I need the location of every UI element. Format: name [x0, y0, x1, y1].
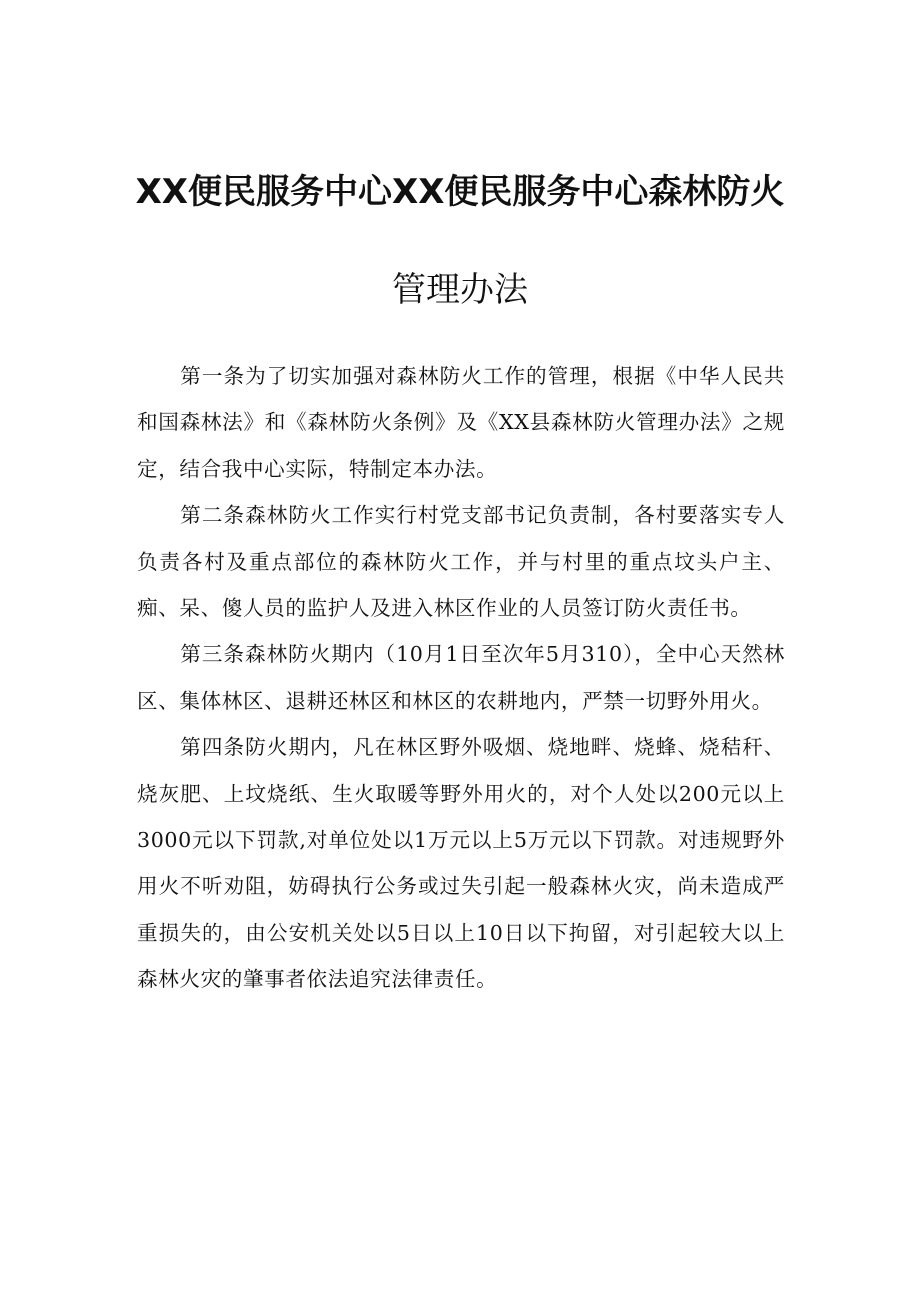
article-1-paragraph: 第一条为了切实加强对森林防火工作的管理，根据《中华人民共和国森林法》和《森林防火条例》及《XX县森林防火管理办法》之规定，结合我中心实际，特制定本办法。 [137, 364, 785, 481]
article-4-paragraph: 第四条防火期内，凡在林区野外吸烟、烧地畔、烧蜂、烧秸秆、烧灰肥、上坟烧纸、生火取暖等野外用火的，对个人处以200元以上3000元以下罚款,对单位处以1万元以上5万元以下罚款。对违规野外用火不听劝阻，妨碍执行公务或过失引起一般森林火灾，尚未造成严重损失的，由公安机关处以5日以上10日以下拘留，对引起较大以上森林火灾的肇事者依法追究法律责任。 [137, 735, 785, 992]
document-title-line-1: XX便民服务中心XX便民服务中心森林防火 [135, 172, 785, 212]
article-3-paragraph: 第三条森林防火期内（10月1日至次年5月310），全中心天然林区、集体林区、退耕还林区和林区的农耕地内，严禁一切野外用火。 [137, 642, 785, 713]
document-title-line-2: 管理办法 [392, 270, 528, 310]
article-2-paragraph: 第二条森林防火工作实行村党支部书记负责制，各村要落实专人负责各村及重点部位的森林防火工作，并与村里的重点坟头户主、痴、呆、傻人员的监护人及进入林区作业的人员签订防火责任书。 [137, 503, 785, 621]
document-body [137, 353, 785, 1003]
